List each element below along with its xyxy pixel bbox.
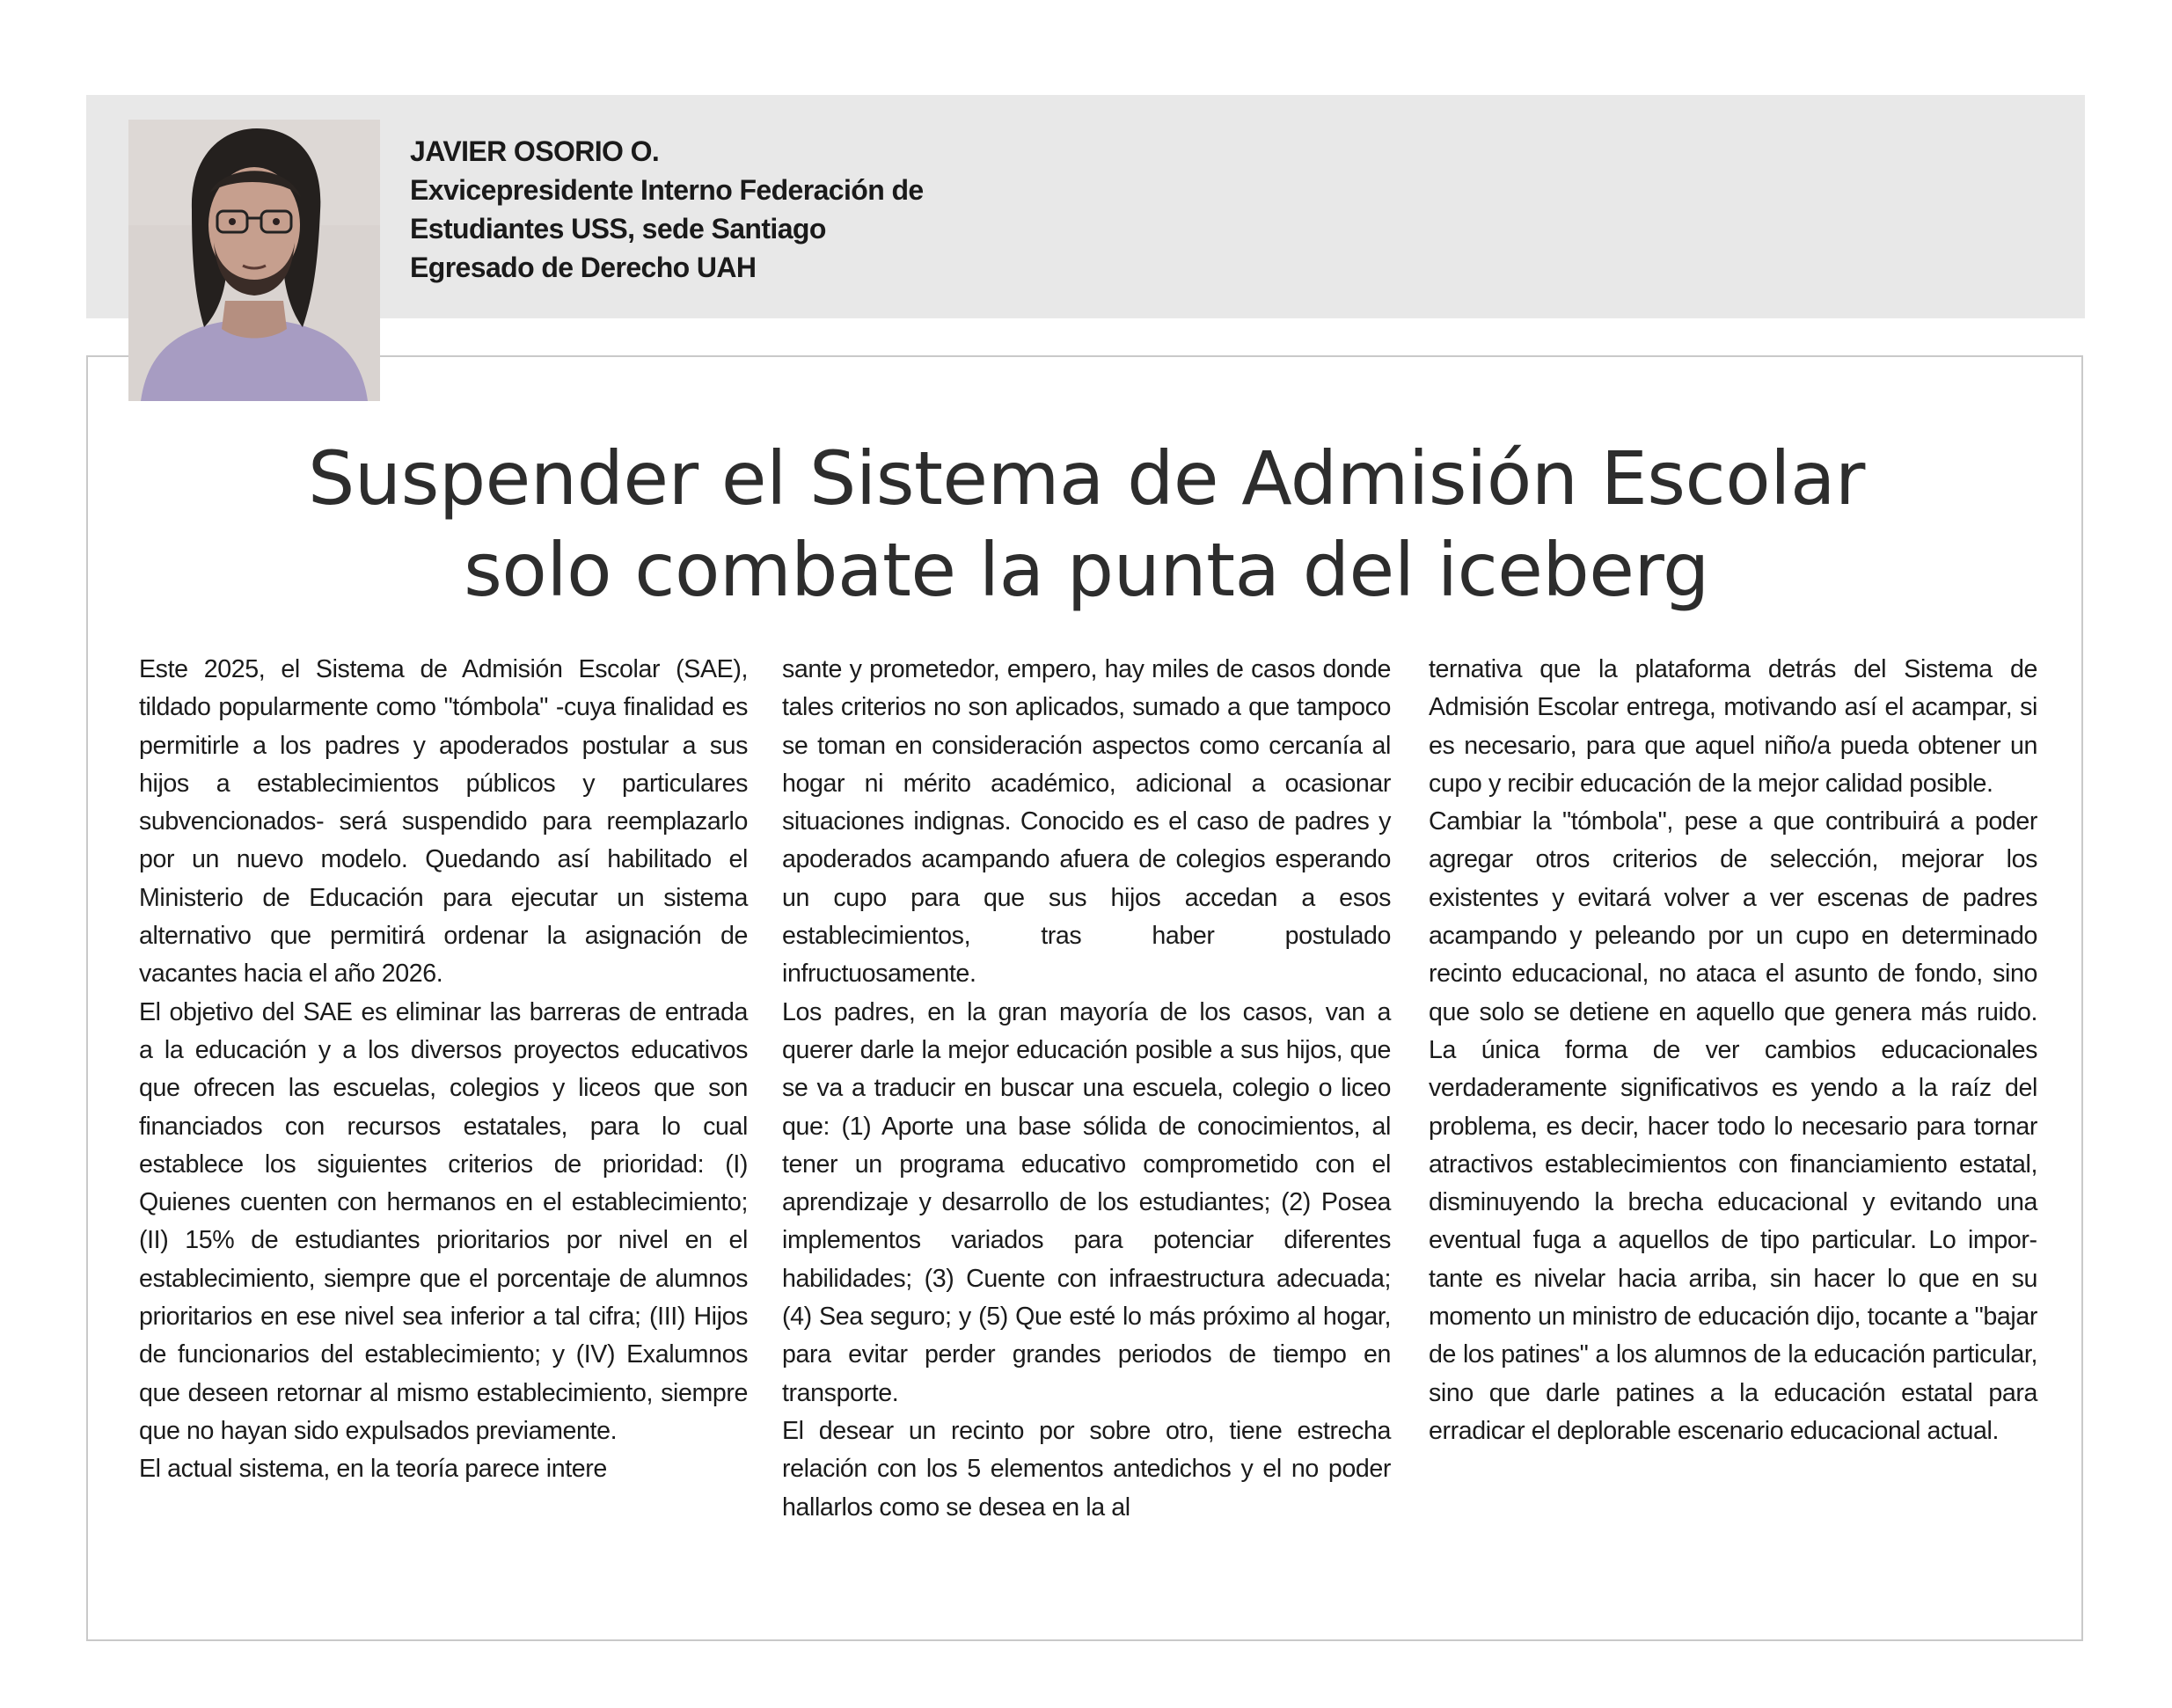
article-paragraph: El objetivo del SAE es eliminar las barreras de entrada a la educación y a los diversos proyectos educativos que ofrecen las escuelas, colegios y liceos que son financiados con recursos estatales, para lo cual establece los siguientes criterios de prioridad: (I) Quienes cuenten con hermanos en el establecimiento; (II) 15% de estudiantes prioritarios por nivel en el establecimiento, siempre que el porcentaje de alumnos prioritarios en ese nivel sea inferior a tal cifra; (III) Hijos de funcionarios del establecimiento; y (IV) Exalumnos que deseen retornar al mismo establecimiento, siempre que no hayan sido expulsados previamente. [139, 997, 748, 1445]
article-paragraph: El actual sistema, en la teoría parece intere [139, 1455, 607, 1484]
article-column-2 [782, 651, 1391, 1527]
author-degree-line: Egresado de Derecho UAH [410, 252, 757, 283]
article-paragraph: El desear un recinto por sobre otro, tiene estrecha relación con los 5 elementos antedichos y el no poder hallarlos como se desea en la al [782, 1416, 1391, 1522]
author-byline [410, 132, 1079, 287]
article-paragraph: Los padres, en la gran mayoría de los casos, van a querer darle la mejor educación posible a sus hijos, que se va a traducir en buscar una escuela, colegio o liceo que: (1) Aporte una base sólida de conocimientos, al tener un programa educativo comprometido con el aprendizaje y desarrollo de los estudiantes; (2) Posea implementos variados para potenciar diferentes habilidades; (3) Cuente con infraestructura adecuada; (4) Sea seguro; y (5) Que esté lo más próximo al hogar, para evitar perder grandes periodos de tiempo en transporte. [782, 997, 1391, 1407]
author-name: JAVIER OSORIO O. [410, 135, 660, 167]
article-paragraph: ternativa que la plataforma detrás del Sistema de Admisión Escolar entrega, motivando así el acampar, si es necesario, para que aquel niño/a pueda obtener un cupo y recibir educación de la mejor calidad posible. [1429, 655, 2037, 798]
headline-line: solo combate la punta del iceberg [464, 527, 1709, 613]
article-paragraph: Cambiar la "tómbola", pese a que contribuirá a poder agregar otros criterios de selección, mejorar los existentes y evitará volver a ver escenas de padres acampando y peleando por un cupo en determinado recinto educacional, no ataca el asunto de fondo, sino que solo se detiene en aquello que genera más ruido. La única forma de ver cambios educacionales verdaderamente significativos es yendo a la raíz del problema, es decir, hacer todo lo necesario para tornar atractivos establecimientos con financiamiento estatal, disminuyendo la brecha educacional y evitando una eventual fuga a aquellos de tipo particular. Lo importante es nivelar hacia arriba, sin hacer lo que en su momento un ministro de educación dijo, tocante a "bajar de los patines" a los alumnos de la educación particular, sino que darle patines a la educación estatal para erradicar el deplorable escenario educacional actual. [1429, 807, 2037, 1445]
author-role-line: Exvicepresidente Interno Federación de [410, 174, 924, 206]
author-role-line: Estudiantes USS, sede Santiago [410, 213, 826, 245]
headline-line: Suspender el Sistema de Admisión Escolar [308, 435, 1865, 522]
article-headline [141, 433, 2032, 616]
author-info-band [86, 95, 2085, 318]
article-column-3 [1429, 651, 2037, 1450]
author-portrait [128, 120, 380, 401]
author-portrait-icon [128, 120, 380, 401]
article-paragraph: sante y prometedor, empero, hay miles de casos donde tales criterios no son aplicados, sumado a que tampoco se toman en consideración aspectos como cercanía al hogar ni mérito académico, adicional a ocasionar situaciones indignas. Conocido es el caso de padres y apoderados acampando afuera de colegios esperando un cupo para que sus hijos accedan a esos establecimientos, tras haber postulado infructuosamente. [782, 655, 1391, 989]
article-column-1 [139, 651, 748, 1489]
article-paragraph: Este 2025, el Sistema de Admisión Escolar (SAE), tildado popularmente como "tómbola" -cuya finalidad es permitirle a los padres y apoderados postular a sus hijos a establecimientos públicos y particulares subvencionados- será suspendido para reemplazarlo por un nuevo modelo. Quedando así habilitado el Ministerio de Educación para ejecutar un sistema alternativo que permitirá ordenar la asignación de vacantes hacia el año 2026. [139, 655, 748, 989]
